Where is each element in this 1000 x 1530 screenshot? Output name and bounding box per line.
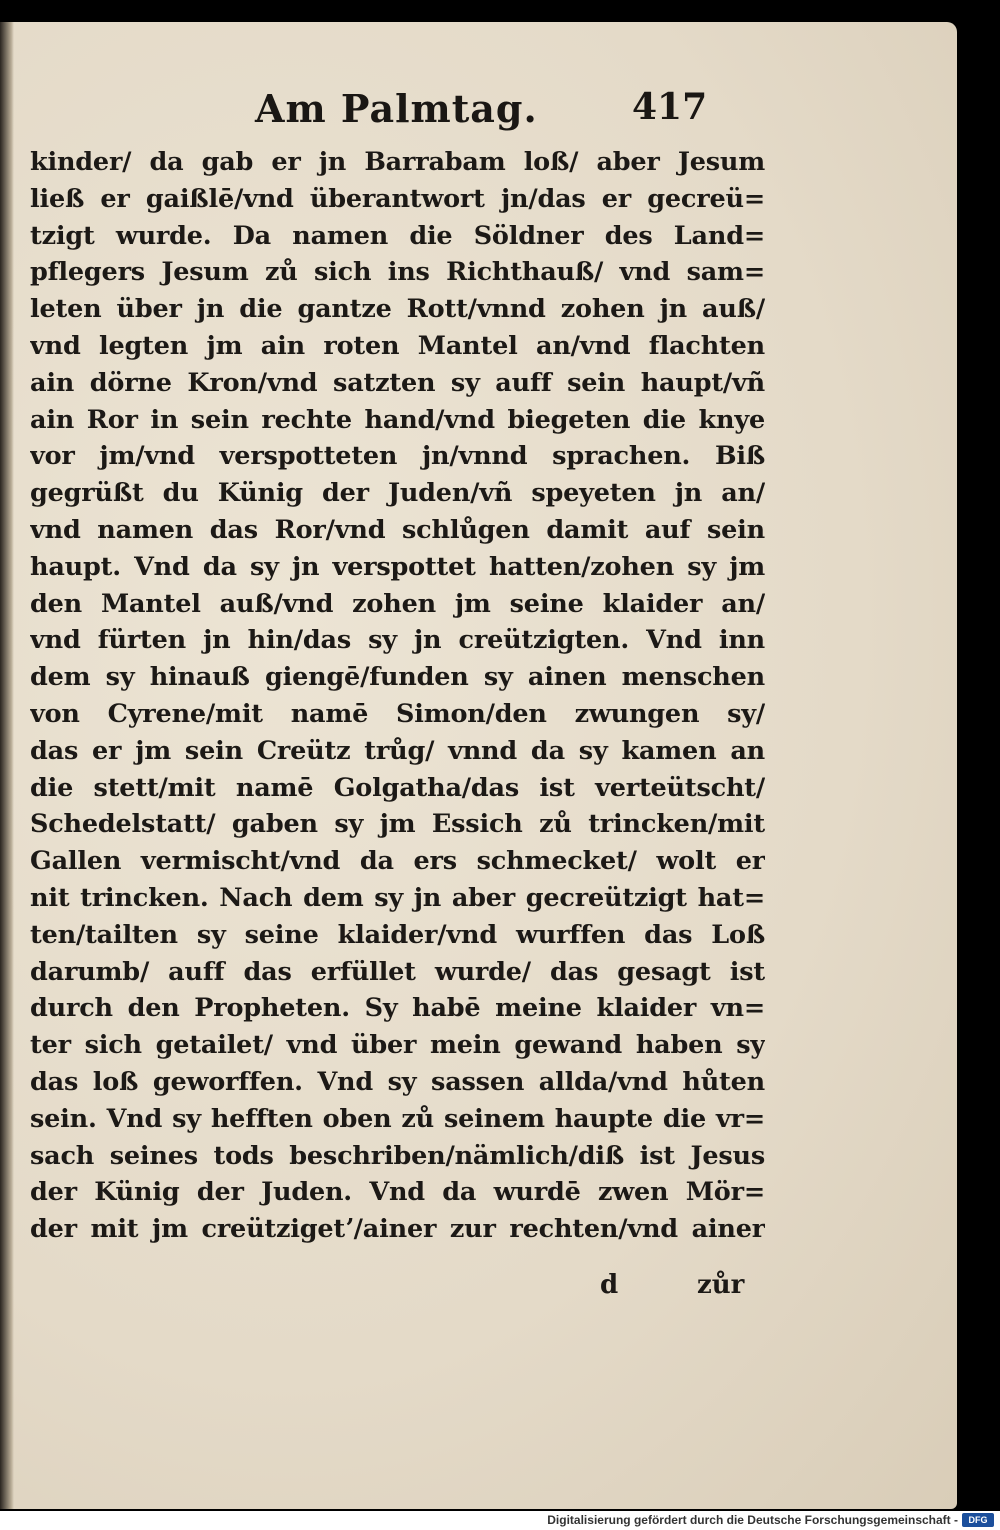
text-line: vnd legten jm ain roten Mantel an/vnd flachten — [30, 330, 765, 361]
signature-mark: d — [600, 1270, 619, 1300]
footer-bar — [0, 1511, 1000, 1530]
text-line: pflegers Jesum zů sich ins Richthauß/ vnd sam= — [30, 257, 765, 288]
text-line: darumb/ auff das erfüllet wurde/ das gesagt ist — [30, 956, 765, 987]
text-line: ain Ror in sein rechte hand/vnd biegeten die knye — [30, 404, 765, 435]
text-line: vor jm/vnd verspotteten jn/vnnd sprachen. Biß — [30, 441, 765, 472]
text-line: sein. Vnd sy hefften oben zů seinem haupte die vr= — [30, 1103, 765, 1134]
text-line: dem sy hinauß giengē/funden sy ainen menschen — [30, 662, 765, 693]
text-line: vnd fürten jn hin/das sy jn creützigten. Vnd inn — [30, 625, 765, 656]
text-line: ter sich getailet/ vnd über mein gewand haben sy — [30, 1030, 765, 1061]
text-line: ten/tailten sy seine klaider/vnd wurffen das Loß — [30, 919, 765, 950]
text-line: haupt. Vnd da sy jn verspottet hatten/zohen sy jm — [30, 551, 765, 582]
page-gutter-shadow — [0, 22, 14, 1509]
text-line: ließ er gaißlē/vnd überantwort jn/das er gecreü= — [30, 183, 765, 214]
text-line: Gallen vermischt/vnd da ers schmecket/ wolt er — [30, 846, 765, 877]
text-line: tzigt wurde. Da namen die Söldner des Land= — [30, 220, 765, 251]
text-line: kinder/ da gab er jn Barrabam loß/ aber Jesum — [30, 147, 765, 177]
text-line: durch den Propheten. Sy habē meine klaider vn= — [30, 993, 765, 1024]
text-line: von Cyrene/mit namē Simon/den zwungen sy/ — [30, 698, 765, 729]
book-page — [0, 22, 957, 1509]
body-text — [30, 144, 765, 1248]
text-line: den Mantel auß/vnd zohen jm seine klaider an/ — [30, 588, 765, 619]
funding-credit: Digitalisierung gefördert durch die Deutsche Forschungsgemeinschaft - — [547, 1513, 958, 1527]
text-line: leten über jn die gantze Rott/vnnd zohen jn auß/ — [30, 294, 765, 325]
text-line: der Künig der Juden. Vnd da wurdē zwen Mör= — [30, 1177, 765, 1208]
text-line: die stett/mit namē Golgatha/das ist verteütscht/ — [30, 772, 765, 803]
text-line: sach seines tods beschriben/nämlich/diß ist Jesus — [30, 1140, 765, 1171]
text-line: gegrüßt du Künig der Juden/vñ speyeten jn an/ — [30, 478, 765, 509]
text-line: das loß geworffen. Vnd sy sassen allda/vnd hůten — [30, 1066, 765, 1097]
text-line: Schedelstatt/ gaben sy jm Essich zů trincken/mit — [30, 809, 765, 840]
catchword: zůr — [697, 1270, 745, 1300]
text-line: ain dörne Kron/vnd satzten sy auff sein haupt/vñ — [30, 367, 765, 398]
text-line: der mit jm creützigetʼ/ainer zur rechten/vnd ainer — [30, 1214, 765, 1245]
text-line: das er jm sein Creütz trůg/ vnnd da sy kamen an — [30, 735, 765, 766]
text-line: nit trincken. Nach dem sy jn aber gecreützigt hat= — [30, 882, 765, 913]
text-line: vnd namen das Ror/vnd schlůgen damit auf sein — [30, 514, 765, 545]
dfg-logo[interactable]: DFG — [962, 1513, 994, 1527]
page-number: 417 — [632, 86, 708, 128]
running-head: Am Palmtag. — [255, 86, 538, 131]
